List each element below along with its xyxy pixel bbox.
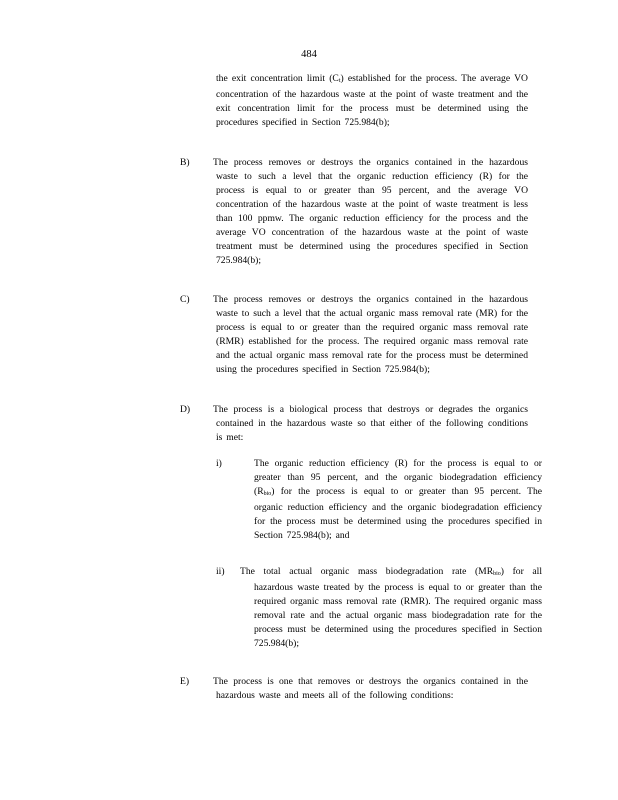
subscript-t: t [338,78,341,84]
item-text: The process removes or destroys the organics contained in the hazardous waste to such a level that the organic reduction efficiency (R) for the process is equal to or greater than 95 percent, and the average VO concentration of the hazardous waste at the point of waste treatment is less than 100 ppmw. The organic reduction efficiency for the process and the average VO concentration of the hazardous waste at the point of waste treatment must be determined using the procedures specified in Section 725.984(b); [213,157,528,266]
sub-item-text-end: ) for all hazardous waste treated by the process is equal to or greater than the required organic mass removal rate (RMR). The required organic mass removal rate and the actual organic mass biodegradation rate for the process must be determined using the procedures specified in Section 725.984(b); [254,566,542,649]
item-text: The process is one that removes or destroys the organics contained in the hazardous waste and meets all of the following conditions: [213,676,528,701]
subscript-bio: bio [493,571,501,577]
sub-item-text-start: The total actual organic mass biodegradation rate (MR [240,566,494,577]
subscript-bio: bio [263,491,272,497]
item-label: E) [180,676,190,687]
item-label: C) [180,294,190,305]
sub-item-text [254,457,542,543]
continuation-text-start: the exit concentration limit (C [216,73,339,84]
item-label: B) [180,157,190,168]
page-number: 484 [301,49,317,60]
continuation-text-end: ) established for the process. The average VO concentration of the hazardous waste at the point of waste treatment and the exit concentration limit for the process must be determined using the procedures specified in Section 725.984(b); [216,73,528,128]
sub-item-label: i) [216,458,222,469]
sub-item-text [240,565,542,651]
sub-item-text-end: ) for the process is equal to or greater than 95 percent. The organic reduction efficiency and the organic biodegradation efficiency for the process must be determined using the procedures specified in Section 725.984(b); and [254,486,542,541]
continuation-paragraph [216,72,528,130]
item-label: D) [180,404,191,415]
item-text: The process removes or destroys the organics contained in the hazardous waste to such a level that the actual organic mass removal rate (MR) for the process is equal to or greater than the required organic mass removal rate (RMR) established for the process. The required organic mass removal rate and the actual organic mass removal rate for the process must be determined using the procedures specified in Section 725.984(b); [213,294,528,375]
item-text: The process is a biological process that destroys or degrades the organics contained in the hazardous waste so that either of the following conditions is met: [213,404,528,443]
sub-item-label: ii) [216,566,225,577]
sub-item-text-start: The organic reduction efficiency (R) for the process is equal to or greater than 95 percent, and the organic biodegradation efficiency (R [254,458,542,497]
